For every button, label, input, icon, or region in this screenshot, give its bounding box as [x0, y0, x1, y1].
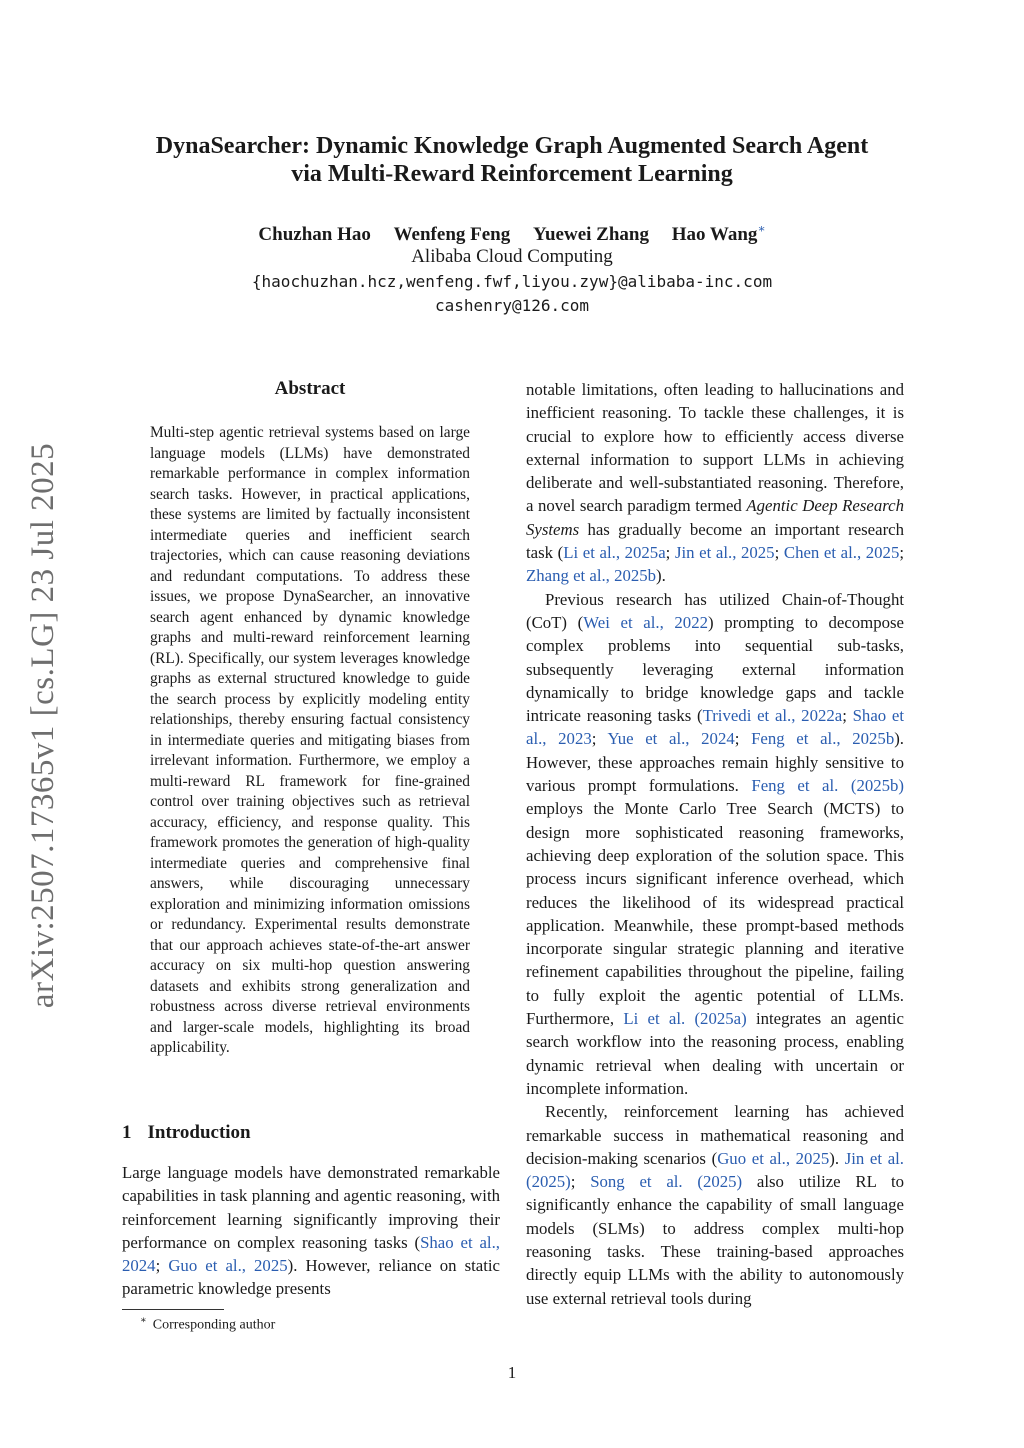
title-line-2: via Multi-Reward Reinforcement Learning [291, 161, 733, 187]
footnote-mark: ∗ [140, 1315, 147, 1326]
citation-link[interactable]: Li et al. (2025a) [623, 1009, 747, 1029]
citation-link[interactable]: Wei et al., 2022 [583, 612, 708, 632]
citation-link[interactable]: Guo et al., 2025 [168, 1256, 288, 1276]
citation-link[interactable]: Zhang et al., 2025b [526, 566, 657, 586]
arxiv-identifier: arXiv:2507.17365v1 [cs.LG] 23 Jul 2025 [25, 442, 62, 1008]
text-run: ; [774, 543, 784, 563]
email-line-1: {haochuzhan.hcz,wenfeng.fwf,liyou.zyw}@alibaba-inc.com [251, 272, 773, 291]
text-run: Recently, reinforcement learning has achieved remarkable success in mathematical reasoning and decision-making scenarios ( [526, 1102, 904, 1168]
text-run: Large language models have demonstrated remarkable capabilities in task planning and agentic reasoning, with reinforcement learning significantly improving their performance on complex reasoning tasks ( [122, 1163, 500, 1252]
footnote [140, 1315, 275, 1334]
text-run: employs the Monte Carlo Tree Search (MCTS) to design more sophisticated reasoning frameworks, achieving deep exploration of the solution space. This process incurs significant inference overhead, which reduces the likelihood of its widespread practical application. Meanwhile, these prompt-based methods incorporate singular strategic planning and iterative refinement capabilities throughout the pipeline, failing to fully exploit the agentic potential of LLMs. Furthermore, [526, 799, 904, 1029]
citation-link[interactable]: Shao et al., 2024 [122, 1232, 500, 1276]
text-run: ; [899, 543, 905, 563]
citation-link[interactable]: Feng et al., 2025b [751, 729, 895, 749]
text-run: ; [734, 729, 752, 749]
text-run: integrates an agentic search workflow into the reasoning process, enabling dynamic retrieval when dealing with uncertain or incomplete information. [526, 1009, 904, 1098]
author [258, 224, 370, 245]
paragraph-continuation [526, 378, 904, 588]
text-run: Previous research has utilized Chain-of-Thought (CoT) ( [526, 589, 904, 632]
emphasis-term: Agentic Deep Research Systems [526, 496, 904, 539]
text-run: ; [665, 543, 675, 563]
citation-link[interactable]: Jin et al. (2025) [526, 1148, 904, 1192]
text-run: notable limitations, often leading to hallucinations and inefficient reasoning. To tackle these challenges, it is crucial to explore how to efficiently access diverse external information to support LLMs in achieving deliberate and well-substantiated reasoning. Therefore, a novel search paradigm termed [526, 380, 904, 516]
text-run: ). [656, 566, 666, 586]
text-run: ; [155, 1256, 169, 1276]
abstract-body [150, 423, 470, 1059]
abstract-heading: Abstract [274, 378, 346, 399]
citation-link[interactable]: Jin et al., 2025 [674, 543, 775, 563]
author-name: Wenfeng Feng [393, 224, 511, 246]
citation-link[interactable]: Feng et al. (2025b) [751, 776, 904, 796]
citation-link[interactable]: Shao et al., 2023 [526, 706, 904, 749]
page-number: 1 [507, 1363, 517, 1382]
paper-title [120, 132, 904, 188]
citation-link[interactable]: Guo et al., 2025 [717, 1148, 830, 1168]
text-run: also utilize RL to significantly enhance the capability of small language models (SLMs) to address complex multi-hop reasoning tasks. These training-based approaches directly equip LLMs with the ability to autonomously use external retrieval tools during [526, 1172, 905, 1308]
text-run: has gradually become an important research task ( [526, 519, 904, 563]
abstract-text: Multi-step agentic retrieval systems based on large language models (LLMs) have demonstrated remarkable performance in complex information search tasks. However, in practical applications, these systems are limited by factually inconsistent intermediate queries and inefficient search trajectories, which can cause reasoning deviations and redundant computations. To address these issues, we propose DynaSearcher, an innovative search agent enhanced by dynamic knowledge graphs and multi-reward reinforcement learning (RL). Specifically, our system leverages knowledge graphs as external structured knowledge to guide the search process by explicitly modeling entity relationships, thereby ensuring factual consistency in intermediate queries and mitigating biases from irrelevant information. Furthermore, we employ a multi-reward RL framework for fine-grained control over training objectives such as retrieval accuracy, efficiency, and response quality. This framework promotes the generation of high-quality intermediate queries and comprehensive final answers, while discouraging unnecessary exploration and minimizing information omissions or redundancy. Experimental results demonstrate that our approach achieves state-of-the-art answer accuracy on six multi-hop question answering datasets and exhibits strong generalization and robustness across diverse retrieval environments and larger-scale models, highlighting its broad applicability. [150, 424, 470, 1056]
citation-link[interactable]: Chen et al., 2025 [783, 543, 900, 563]
text-run: ; [842, 706, 853, 726]
email-line-2: cashenry@126.com [434, 296, 590, 315]
section-title: Introduction [147, 1122, 251, 1143]
footnote-text: Corresponding author [152, 1317, 276, 1333]
arxiv-stamp [22, 430, 66, 1020]
text-run: ; [591, 729, 608, 749]
paragraph-previous-research [526, 588, 904, 1101]
author-name: Yuewei Zhang [533, 224, 649, 246]
author-name: Hao Wang [671, 224, 758, 246]
paragraph-reinforcement-learning [526, 1100, 904, 1310]
text-run: ) prompting to decompose complex problems into sequential sub-tasks, subsequently leveraging external information dynamically to bridge knowledge gaps and tackle intricate reasoning tasks ( [526, 612, 904, 726]
author [672, 224, 766, 245]
section-heading-introduction [122, 1122, 251, 1144]
author [533, 224, 649, 245]
citation-link[interactable]: Li et al., 2025a [563, 543, 666, 563]
introduction-paragraph [122, 1161, 500, 1301]
author-list [120, 222, 904, 246]
text-run: ; [570, 1172, 591, 1192]
text-run: ). However, these approaches remain highly sensitive to various prompt formulations. [526, 729, 905, 796]
right-column [526, 378, 904, 1310]
author [394, 224, 511, 245]
citation-link[interactable]: Trivedi et al., 2022a [702, 706, 843, 726]
corresponding-author-mark[interactable]: ∗ [757, 222, 766, 236]
citation-link[interactable]: Yue et al., 2024 [607, 729, 735, 749]
title-line-1: DynaSearcher: Dynamic Knowledge Graph Augmented Search Agent [155, 133, 869, 159]
section-number: 1 [122, 1122, 132, 1143]
footnote-divider [122, 1309, 224, 1310]
text-run: ). However, reliance on static parametric knowledge presents [122, 1256, 501, 1299]
citation-link[interactable]: Song et al. (2025) [590, 1172, 743, 1192]
text-run: ). [829, 1148, 845, 1168]
affiliation: Alibaba Cloud Computing [411, 246, 613, 267]
author-name: Chuzhan Hao [258, 224, 371, 246]
